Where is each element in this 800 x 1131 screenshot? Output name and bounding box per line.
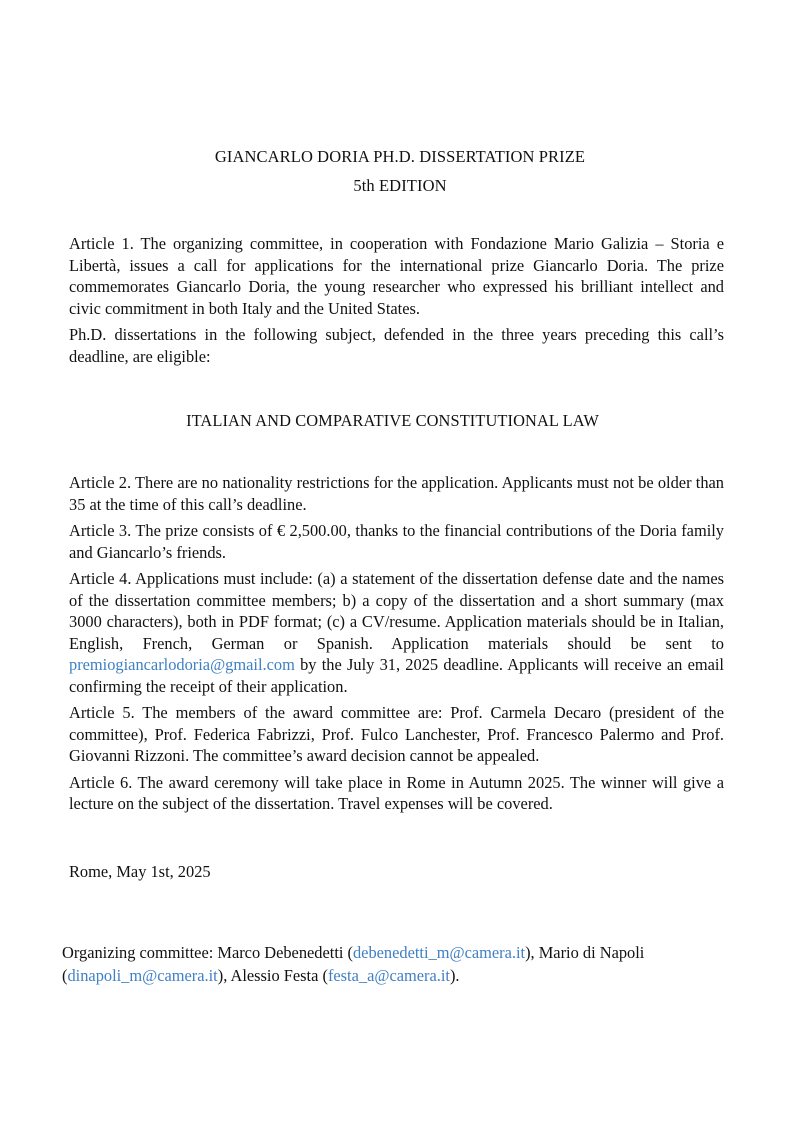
article-4 [69,568,724,697]
article-5: Article 5. The members of the award committee are: Prof. Carmela Decaro (president of the committee), Prof. Federica Fabrizzi, Prof. Fulco Lanchester, Prof. Francesco Palermo and Prof. Giovanni Rizzoni. The committee’s award decision cannot be appealed. [69,703,724,765]
organizing-committee [62,942,742,987]
article-6: Article 6. The award ceremony will take place in Rome in Autumn 2025. The winner will give a lecture on the subject of the dissertation. Travel expenses will be covered. [69,772,724,813]
subject-heading: ITALIAN AND COMPARATIVE CONSTITUTIONAL LAW [186,411,599,430]
prize-email-link[interactable]: premiogiancarlodoria@gmail.com [69,655,295,674]
committee-separator: ), Mario di Napoli ( [62,943,645,985]
article-1: Article 1. The organizing committee, in cooperation with Fondazione Mario Galizia – Storia e Libertà, issues a call for applications for the international prize Giancarlo Doria. The prize commemorates Giancarlo Doria, the young researcher who expressed his brilliant intellect and civic commitment in both Italy and the United States. [69,234,724,318]
committee-separator: ), Alessio Festa ( [217,965,328,985]
committee-label: Organizing committee: Marco Debenedetti ( [62,943,353,962]
email-link-festa[interactable]: festa_a@camera.it [327,965,450,985]
prize-title: GIANCARLO DORIA PH.D. DISSERTATION PRIZE [214,147,586,166]
place-date: Rome, May 1st, 2025 [69,862,211,881]
eligibility-paragraph: Ph.D. dissertations in the following subject, defended in the three years preceding this call’s deadline, are eligible: [69,325,724,366]
committee-end: ). [449,965,460,985]
article-4-text-start: Article 4. Applications must include: (a) a statement of the dissertation defense date and the names of the dissertation committee members; b) a copy of the dissertation and a short summary (max 3000 characters), both in PDF format; (c) a CV/resume. Application materials should be in Italian, English, French, German or Spanish. Application materials should be sent to [69,569,724,653]
email-link-debenedetti[interactable]: debenedetti_m@camera.it [352,943,526,962]
article-4-text-end: by the July 31, 2025 deadline. Applicants will receive an email confirming the receipt of their application. [69,655,724,696]
edition-label: 5th EDITION [353,176,447,195]
intro-section [69,233,724,372]
articles-section [69,472,724,820]
article-2: Article 2. There are no nationality restrictions for the application. Applicants must not be older than 35 at the time of this call’s deadline. [69,473,724,514]
email-link-dinapoli[interactable]: dinapoli_m@camera.it [67,965,218,985]
article-3: Article 3. The prize consists of € 2,500.00, thanks to the financial contributions of the Doria family and Giancarlo’s friends. [69,521,724,562]
